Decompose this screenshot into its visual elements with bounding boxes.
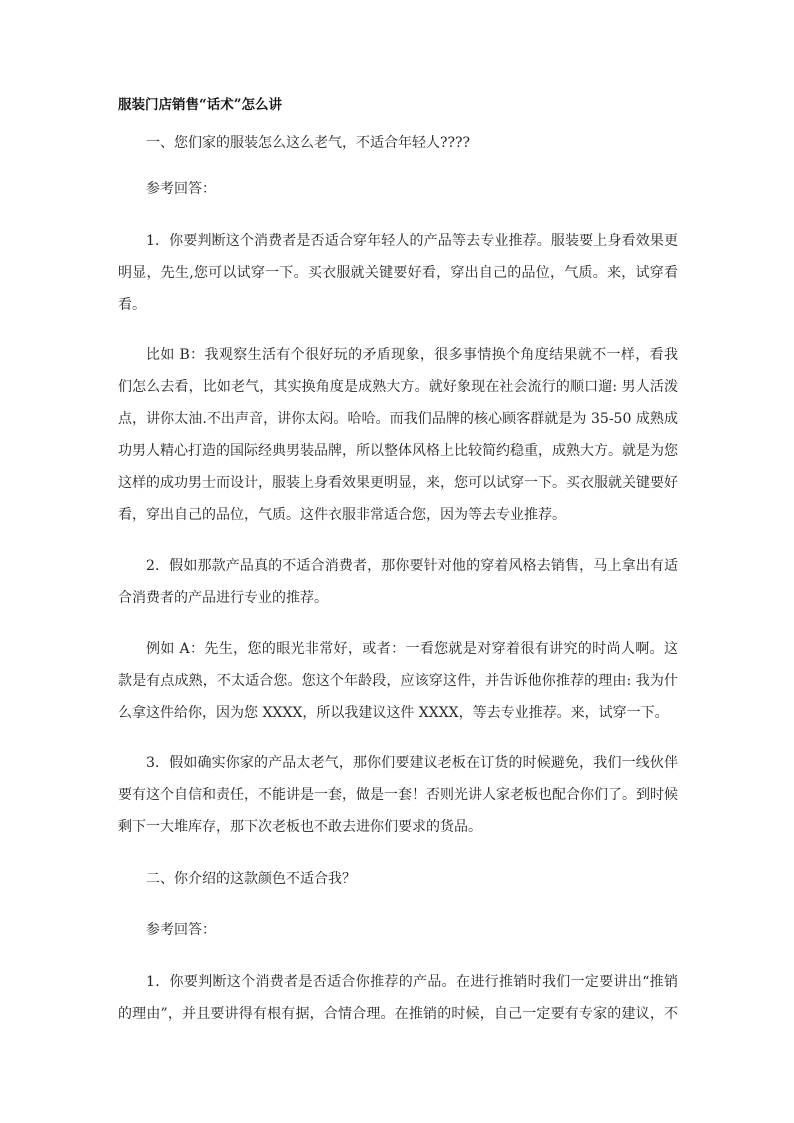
text-line: 要有这个自信和责任，不能讲是一套，做是一套！否则光讲人家老板也配合你们了。到时候: [118, 787, 678, 803]
document-title: [118, 89, 678, 121]
paragraph: [118, 633, 678, 729]
text-line: 3．假如确实你家的产品太老气，那你们要建议老板在订货的时候避免，我们一线伙伴: [146, 755, 678, 771]
text-line: 1．你要判断这个消费者是否适合穿年轻人的产品等去专业推荐。服装要上身看效果更: [146, 233, 678, 249]
text-line: 1．你要判断这个消费者是否适合你推荐的产品。在进行推销时我们一定要讲出“推销: [146, 974, 678, 990]
text-line: 的理由”，并且要讲得有根有据，合情合理。在推销的时候，自己一定要有专家的建议，不: [118, 1006, 678, 1022]
text-line: 款是有点成熟，不太适合您。您这个年龄段，应该穿这件，并告诉他你推荐的理由: 我为什: [118, 673, 678, 689]
text-line: 看。: [118, 297, 146, 313]
text-line: 例如 A：先生，您的眼光非常好，或者：一看您就是对穿着很有讲究的时尚人啊。这: [146, 641, 678, 657]
text-line: 合消费者的产品进行专业的推荐。: [118, 590, 328, 606]
paragraph: [118, 339, 678, 531]
paragraph: [118, 173, 678, 205]
paragraph: [118, 550, 678, 614]
text-line: 二、你介绍的这款颜色不适合我？: [146, 871, 356, 887]
text-line: 点，讲你太油.不出声音，讲你太闷。哈哈。而我们品牌的核心顾客群就是为 35-50 成熟成: [118, 411, 678, 427]
paragraph: [118, 127, 678, 159]
text-line: 功男人精心打造的国际经典男装品牌，所以整体风格上比较简约稳重，成熟大方。就是为您: [118, 443, 678, 459]
text-line: 们怎么去看，比如老气，其实换角度是成熟大方。就好象现在社会流行的顺口遛: 男人活泼: [118, 379, 678, 395]
paragraph: [118, 914, 678, 946]
text-line: 剩下一大堆库存，那下次老板也不敢去进你们要求的货品。: [118, 819, 482, 835]
paragraph: [118, 966, 678, 1030]
text-line: 参考回答：: [146, 922, 216, 938]
text-line: 比如 B：我观察生活有个很好玩的矛盾现象，很多事情换个角度结果就不一样，看我: [146, 347, 678, 363]
text-line: 这样的成功男士而设计，服装上身看效果更明显，来，您可以试穿一下。买衣服就关键要好: [118, 475, 678, 491]
text-line: 一、您们家的服装怎么这么老气，不适合年轻人????: [146, 135, 471, 151]
text-line: 2．假如那款产品真的不适合消费者，那你要针对他的穿着风格去销售，马上拿出有适: [146, 558, 678, 574]
paragraph: [118, 747, 678, 843]
text-line: 参考回答：: [146, 181, 216, 197]
text-line: 明显，先生,您可以试穿一下。买衣服就关键要好看，穿出自己的品位，气质。来，试穿看: [118, 265, 678, 281]
paragraph: [118, 863, 678, 895]
text-line: 么拿这件给你，因为您 XXXX，所以我建议这件 XXXX，等去专业推荐。来，试穿一下。: [118, 705, 669, 721]
title-text: 服装门店销售“话术”怎么讲: [118, 97, 283, 113]
paragraph: [118, 225, 678, 321]
text-line: 看，穿出自己的品位，气质。这件衣服非常适合您，因为等去专业推荐。: [118, 507, 566, 523]
